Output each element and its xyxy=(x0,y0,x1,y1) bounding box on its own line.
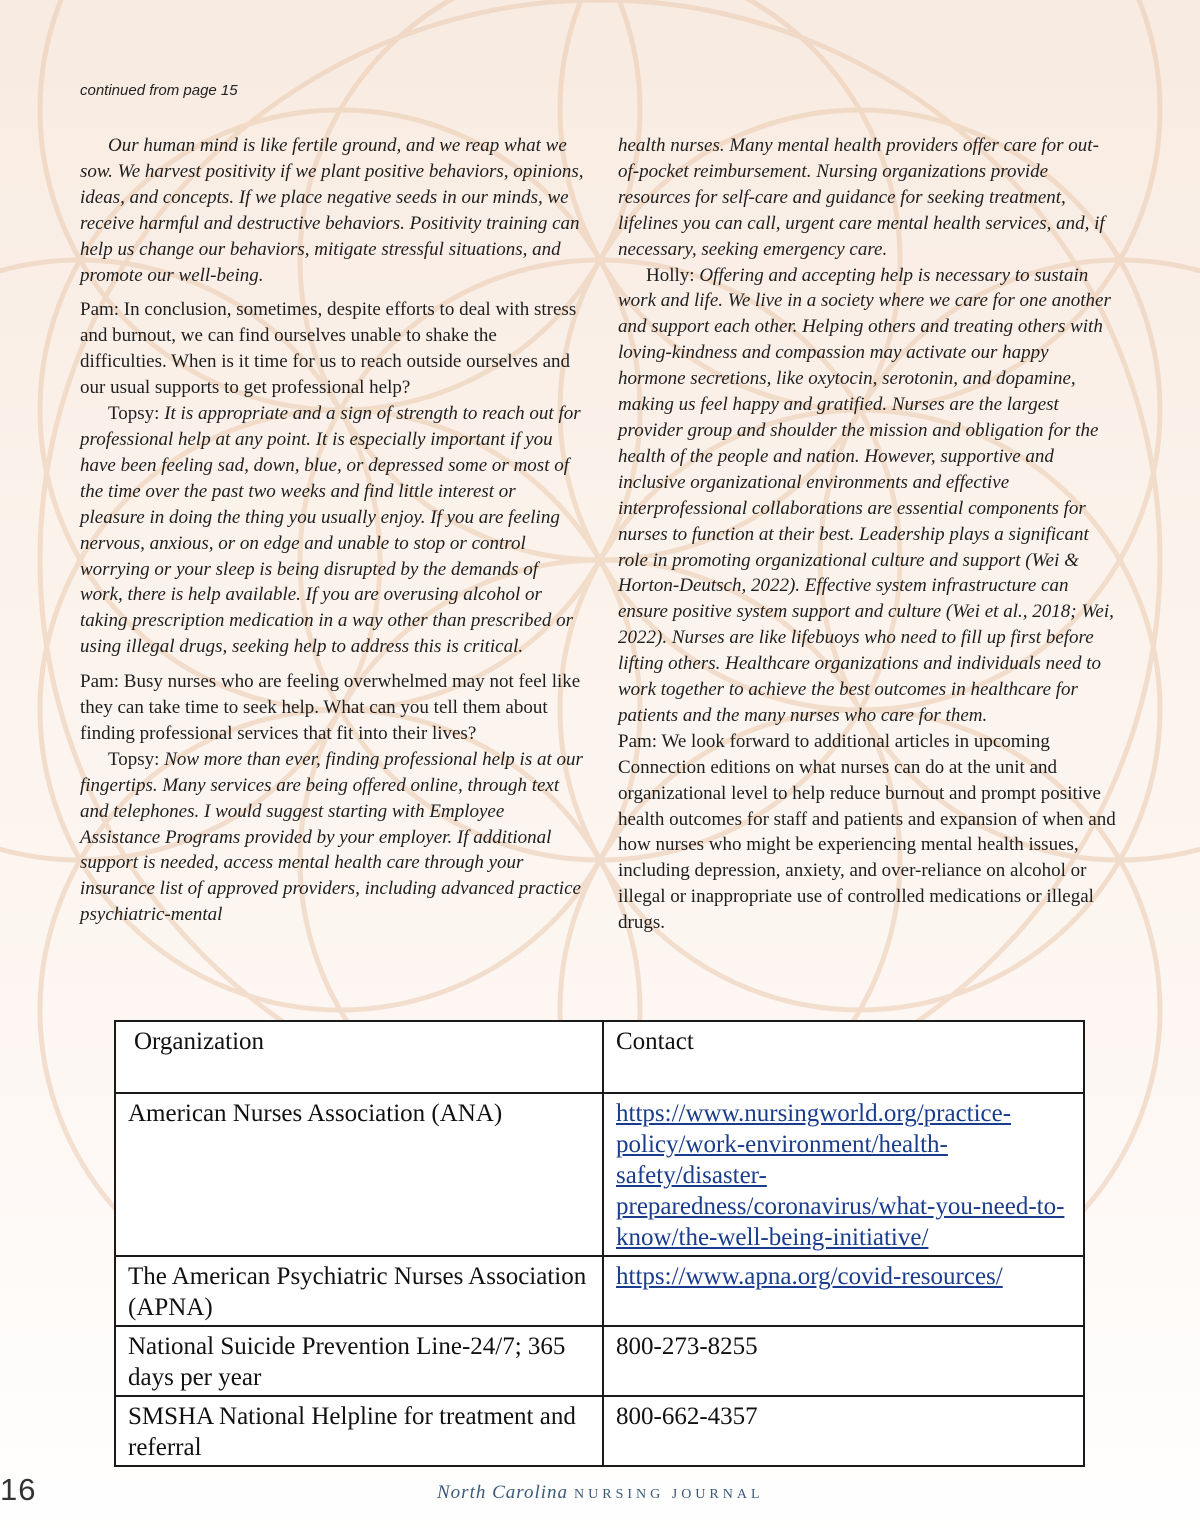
right-column xyxy=(618,133,1118,936)
table-header-row xyxy=(115,1021,1084,1093)
question-professional-help: Pam: In conclusion, sometimes, despite efforts to deal with stress and burnout, we can find ourselves unable to shake the difficulties. When is it time for us to reach outside ourselves and our usual supports to get professional help? xyxy=(80,299,577,399)
journal-state: North Carolina xyxy=(437,1482,569,1503)
answer-text: It is appropriate and a sign of strength to reach out for professional help at any point. It is especially important if you have been feeling sad, down, blue, or depressed some or most of the time over the past two weeks and find little interest or pleasure in doing the thing you usually enjoy. If you are feeling nervous, anxious, or on edge and unable to stop or control worrying or your sleep is being disrupted by the demands of work, there is help available. If you are overusing alcohol or taking prescription medication in a way other than prescribed or using illegal drugs, seeking help to address this is critical. xyxy=(80,403,581,658)
org-cell: American Nurses Association (ANA) xyxy=(115,1093,603,1256)
header-contact: Contact xyxy=(603,1021,1084,1093)
speaker-label: Topsy: xyxy=(108,748,165,770)
paragraph-continued-providers: health nurses. Many mental health providers offer care for out-of-pocket reimbursement. Nursing organizations provide resources for self-care and guidance for seeking treatment, lifelines you can call, urgent care mental health services, and, if necessary, seeking emergency care. xyxy=(618,135,1105,260)
speaker-label: Topsy: xyxy=(108,403,165,425)
journal-name: NURSING JOURNAL xyxy=(574,1487,764,1502)
left-column xyxy=(80,133,585,928)
contact-cell xyxy=(603,1256,1084,1326)
answer-text: Offering and accepting help is necessary to sustain work and life. We live in a society where we care for one another and support each other. Helping others and treating others with loving-kindness and compassion may activate our happy hormone secretions, like oxytocin, serotonin, and dopamine, making us feel happy and gratified. Nurses are the largest provider group and shoulder the mission and obligation for the health of the people and nation. However, supportive and inclusive organizational environments and effective interprofessional collaborations are essential components for nurses to function at their best. Leadership plays a significant role in promoting organizational culture and support (Wei & Horton-Deutsch, 2022). Effective system infrastructure can ensure positive system support and culture (Wei et al., 2018; Wei, 2022). Nurses are like lifebuoys who need to fill up first before lifting others. Healthcare organizations and individuals need to work together to achieve the best outcomes in healthcare for patients and the many nurses who care for them. xyxy=(618,264,1114,726)
contact-cell xyxy=(603,1093,1084,1256)
resources-table xyxy=(114,1020,1085,1467)
org-cell: National Suicide Prevention Line-24/7; 365 days per year xyxy=(115,1326,603,1396)
table-row xyxy=(115,1396,1084,1466)
apna-link[interactable]: https://www.apna.org/covid-resources/ xyxy=(616,1263,1003,1290)
question-busy-nurses: Pam: Busy nurses who are feeling overwhelmed may not feel like they can take time to seek help. What can you tell them about finding professional services that fit into their lives? xyxy=(80,671,581,744)
table-row xyxy=(115,1256,1084,1326)
closing-pam: Pam: We look forward to additional articles in upcoming Connection editions on what nurses can do at the unit and organizational level to help reduce burnout and prompt positive health outcomes for staff and patients and expansion of when and how nurses who might be experiencing mental health issues, including depression, anxiety, and over-reliance on alcohol or illegal or inappropriate use of controlled medications or illegal drugs. xyxy=(618,730,1116,934)
table-row xyxy=(115,1093,1084,1256)
speaker-label: Holly: xyxy=(646,264,700,286)
table-row xyxy=(115,1326,1084,1396)
phone-cell: 800-662-4357 xyxy=(603,1396,1084,1466)
answer-topsy-fingertips xyxy=(80,747,585,928)
org-cell: The American Psychiatric Nurses Association (APNA) xyxy=(115,1256,603,1326)
answer-topsy-strength xyxy=(80,401,585,660)
continued-note: continued from page 15 xyxy=(80,82,238,99)
answer-text: Now more than ever, finding professional help is at our fingertips. Many services are being offered online, through text and telephones. I would suggest starting with Employee Assistance Programs provided by your employer. If additional support is needed, access mental health care through your insurance list of approved providers, including advanced practice psychiatric-mental xyxy=(80,748,583,926)
phone-cell: 800-273-8255 xyxy=(603,1326,1084,1396)
answer-holly-help xyxy=(618,263,1118,729)
page-number: 16 xyxy=(0,1472,37,1507)
paragraph-positivity: Our human mind is like fertile ground, and we reap what we sow. We harvest positivity if we plant positive behaviors, opinions, ideas, and concepts. If we place negative seeds in our minds, we receive harmful and destructive behaviors. Positivity training can help us change our behaviors, mitigate stressful situations, and promote our well-being. xyxy=(80,135,584,286)
header-organization: Organization xyxy=(115,1021,603,1093)
journal-footer xyxy=(437,1482,764,1504)
org-cell: SMSHA National Helpline for treatment and referral xyxy=(115,1396,603,1466)
ana-link[interactable]: https://www.nursingworld.org/practice-policy/work-environment/health-safety/disaster-preparedness/coronavirus/what-you-need-to-know/the-well-being-initiative/ xyxy=(616,1100,1065,1251)
